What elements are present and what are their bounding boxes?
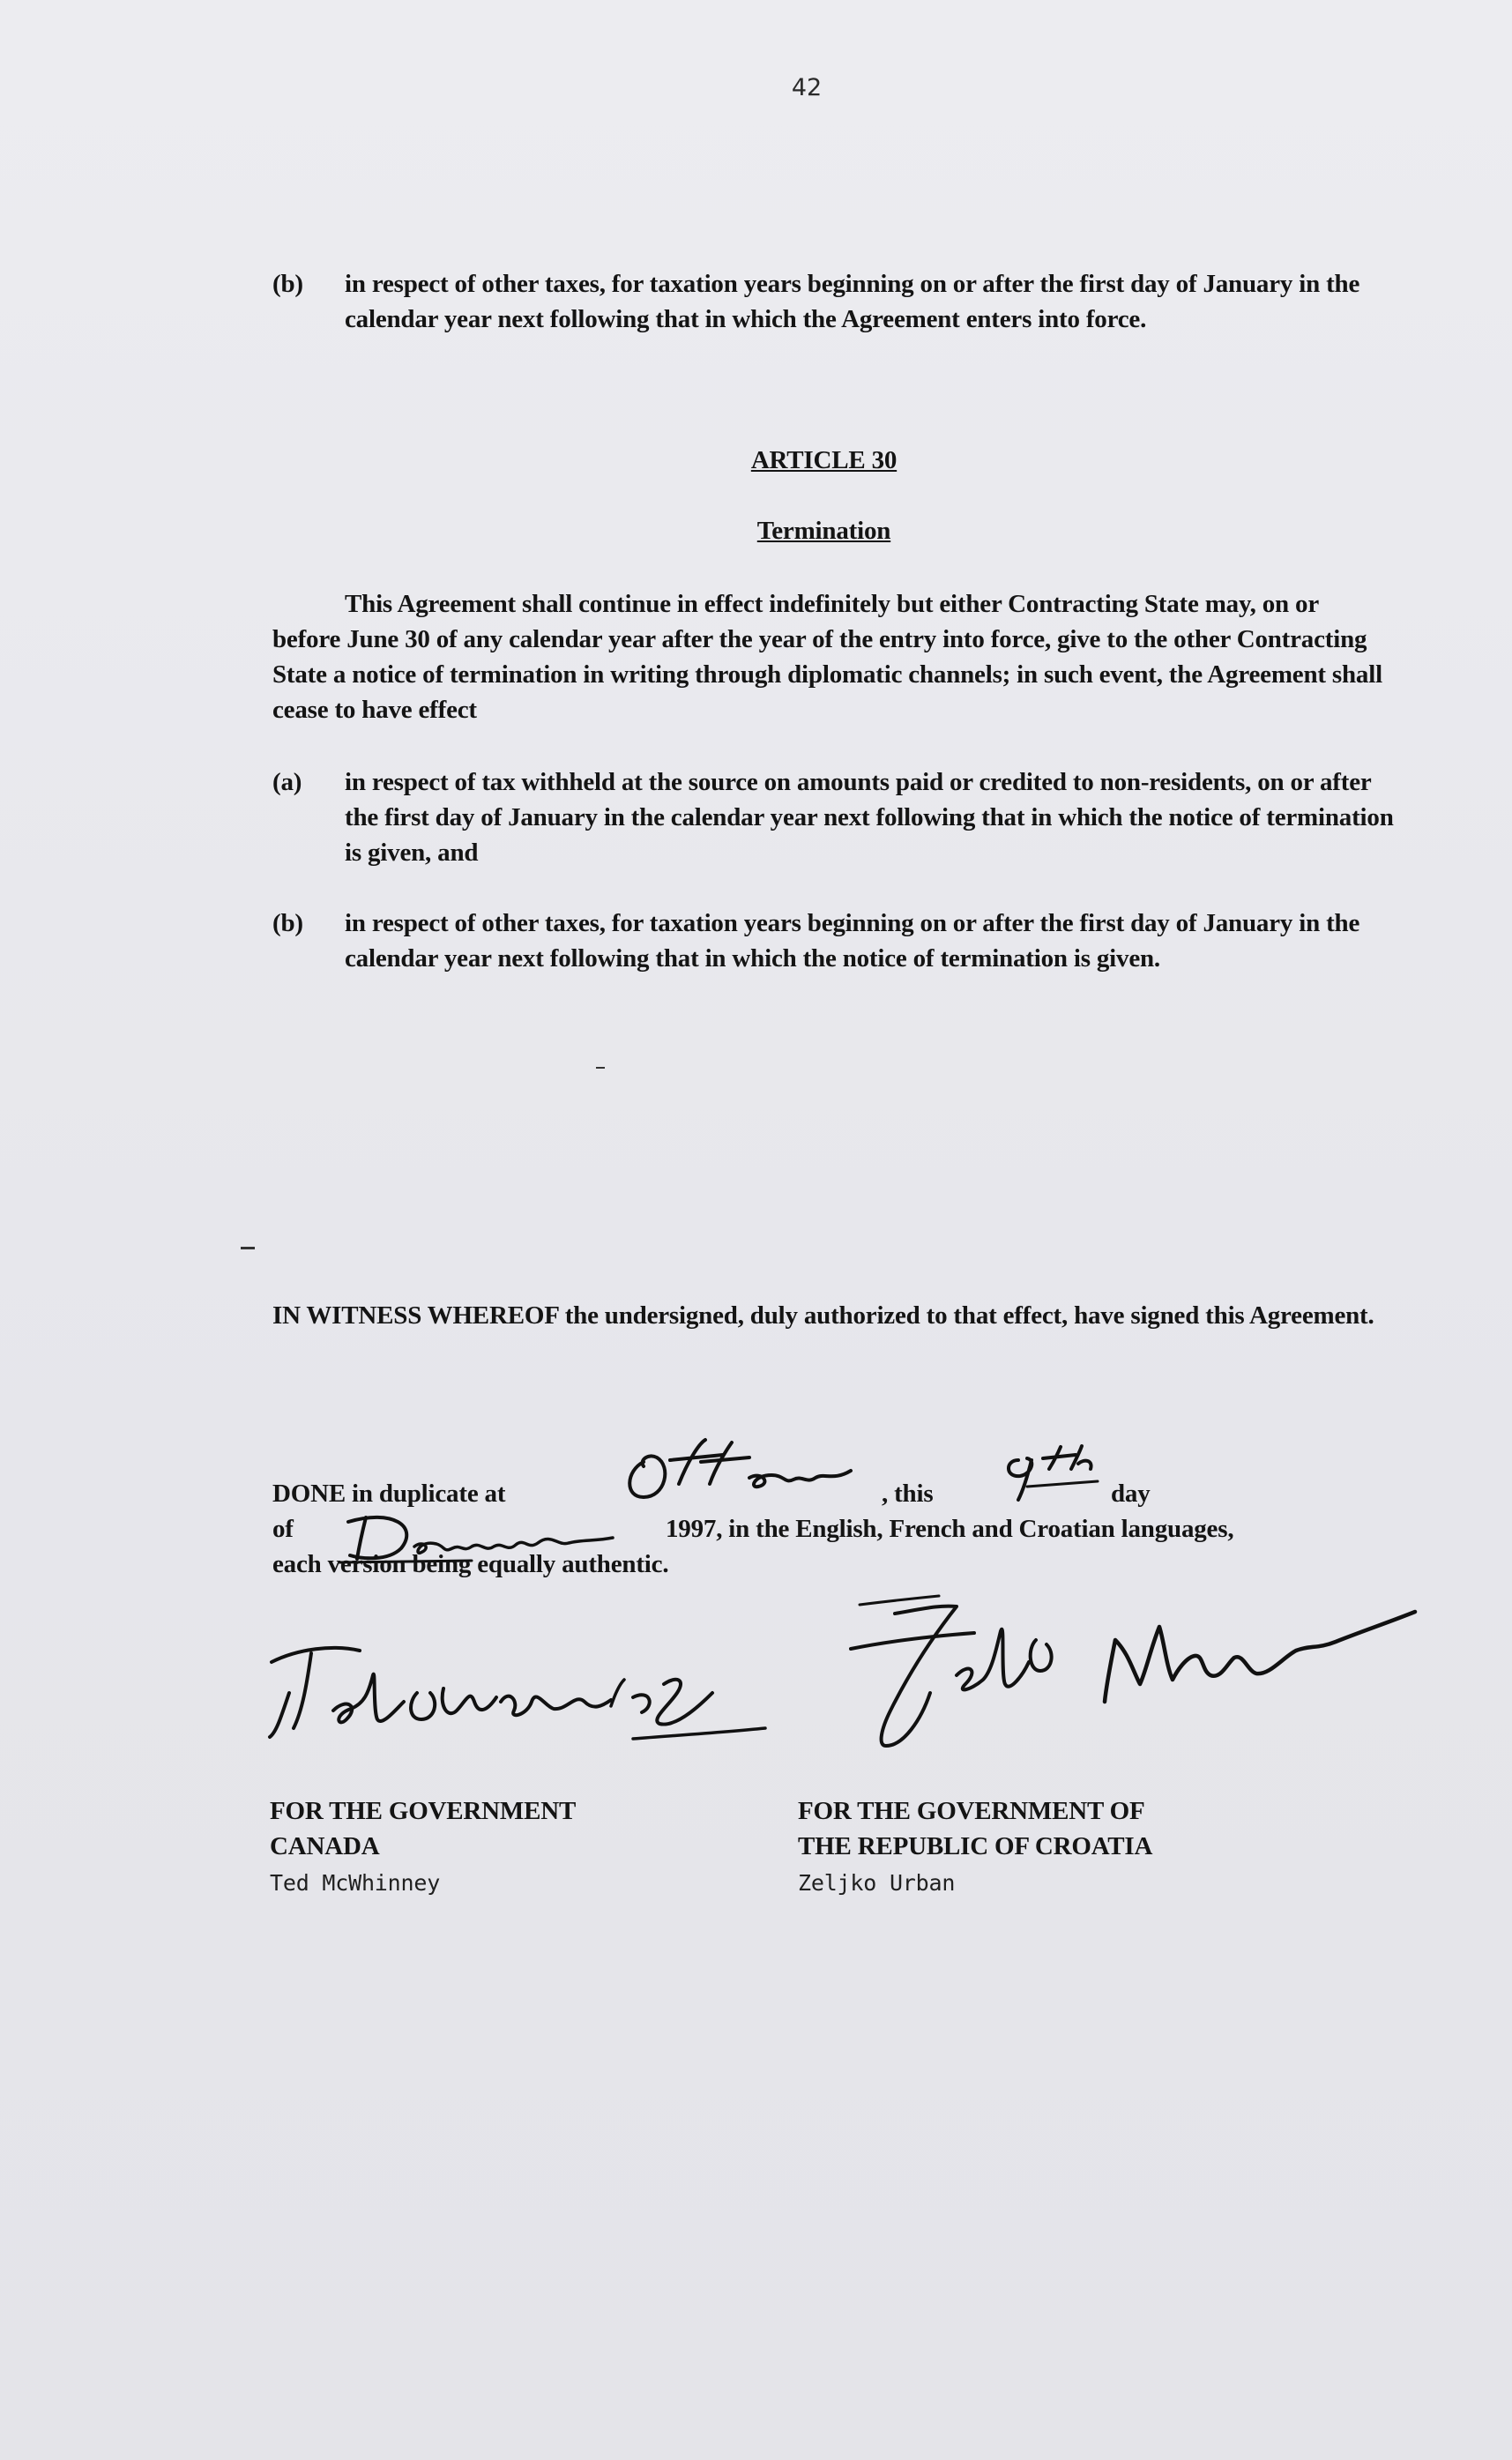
signatory-label-line1: FOR THE GOVERNMENT [270, 1797, 577, 1825]
article-item-b [272, 906, 1392, 976]
done-word: DONE [272, 1480, 346, 1508]
signatory-canada [270, 1793, 576, 1901]
article-intro-text: This Agreement shall continue in effect indefinitely but either Contracting State may, on or before June 30 of any calendar year after the year of the entry into force, give to the other Contracting State a notice of termination in writing through diplomatic channels; in such event, the Agreement shall cease to have effect [272, 590, 1382, 724]
article-number: ARTICLE 30 [750, 446, 898, 474]
signatory-typed-name: Zeljko Urban [798, 1870, 956, 1896]
done-of: of [272, 1515, 294, 1543]
witness-rest: the undersigned, duly authorized to that effect, have signed this Agreement. [558, 1301, 1374, 1330]
item-text: in respect of other taxes, for taxation years beginning on or after the first day of January in the calendar year next following that in which the Agreement enters into force. [345, 270, 1360, 333]
handwritten-day [1001, 1442, 1115, 1504]
stray-mark [596, 1067, 605, 1069]
signatory-label-line2: CANADA [270, 1832, 380, 1860]
page-number: 42 [791, 74, 823, 101]
article-item-a [272, 764, 1392, 870]
item-text: in respect of tax withheld at the source on amounts paid or credited to non-residents, on or after the first day of January in the calendar year next following that in which the notice of termination is given, and [345, 768, 1394, 867]
signatory-label-line1: FOR THE GOVERNMENT OF [798, 1797, 1145, 1825]
signatory-typed-name: Ted McWhinney [270, 1870, 441, 1896]
item-label: (a) [272, 768, 302, 796]
article-intro [272, 586, 1392, 727]
carryover-item-b [272, 266, 1392, 337]
stray-mark [241, 1247, 255, 1249]
done-day: day [1111, 1480, 1151, 1508]
item-text: in respect of other taxes, for taxation years beginning on or after the first day of January in the calendar year next following that in which the notice of termination is given. [345, 909, 1360, 973]
signature-canada [263, 1640, 783, 1755]
witness-paragraph [272, 1298, 1392, 1333]
signature-croatia [824, 1587, 1441, 1763]
done-in-duplicate: in duplicate at [346, 1480, 506, 1508]
item-label: (b) [272, 270, 303, 298]
done-this: , this [882, 1480, 934, 1508]
done-equally-authentic: each version being equally authentic. [272, 1550, 669, 1578]
signatory-label-line2: THE REPUBLIC OF CROATIA [798, 1832, 1153, 1860]
handwritten-month [339, 1504, 630, 1566]
witness-bold: IN WITNESS WHEREOF [272, 1301, 559, 1330]
article-title: Termination [756, 517, 891, 545]
done-year-languages: 1997, in the English, French and Croatian languages, [666, 1515, 1234, 1543]
item-label: (b) [272, 909, 303, 937]
signatory-croatia [798, 1793, 1152, 1901]
handwritten-place [617, 1435, 864, 1506]
